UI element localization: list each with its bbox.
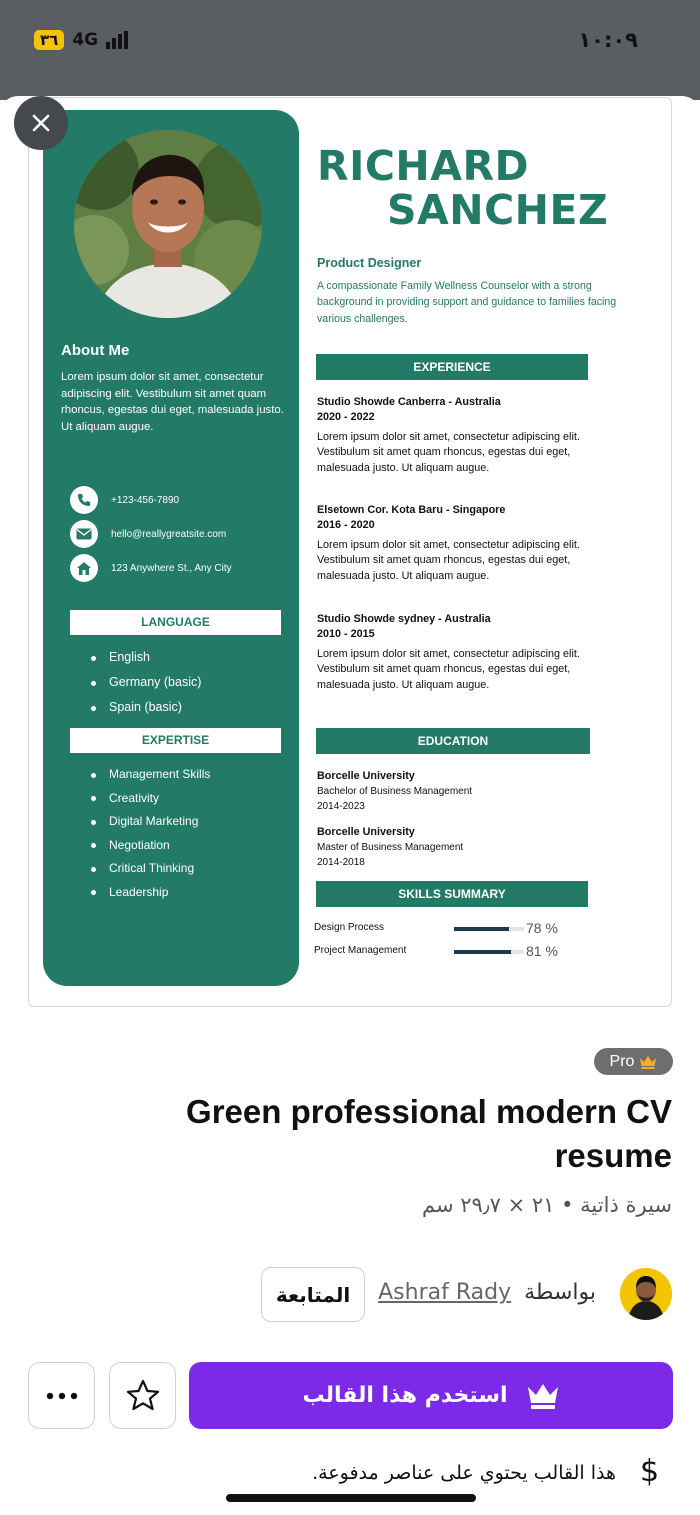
profile-photo [74,130,262,318]
contact-email [70,520,226,548]
job-dates: 2020 - 2022 [317,411,375,423]
use-template-label: استخدم هذا القالب [302,1383,508,1408]
skill-row [314,943,574,961]
status-left [34,30,128,50]
skill-fill [454,927,509,931]
home-indicator[interactable] [226,1494,476,1502]
resume-role: Product Designer [317,256,422,270]
contact-phone [70,486,179,514]
language-item: Spain (basic) [91,695,201,720]
skill-name: Design Process [314,922,385,933]
skill-track [454,927,524,931]
job-title: Studio Showde Canberra - Australia [317,396,501,408]
skill-fill [454,950,511,954]
expertise-item: Creativity [91,787,210,811]
skill-row [314,920,574,938]
resume-sidebar [43,110,299,986]
status-bar [0,0,700,100]
education-item [317,824,463,870]
expertise-list [91,763,210,904]
education-years: 2014-2023 [317,801,365,812]
job-dates: 2010 - 2015 [317,628,375,640]
job-dates: 2016 - 2020 [317,519,375,531]
follow-button[interactable]: المتابعة [261,1267,365,1322]
use-template-button[interactable] [189,1362,673,1429]
template-subtitle: سيرة ذاتية • ٢١ × ٢٩٫٧ سم [422,1193,672,1217]
signal-icon [106,31,128,49]
template-title: Green professional modern CV resume [186,1093,672,1174]
close-icon [31,113,51,133]
crown-icon [639,1055,657,1069]
author-name-link[interactable]: Ashraf Rady [378,1280,512,1305]
experience-item [317,503,617,584]
job-title: Elsetown Cor. Kota Baru - Singapore [317,504,506,516]
more-options-button[interactable] [28,1362,95,1429]
experience-item [317,395,617,476]
address-text: 123 Anywhere St., Any City [111,562,232,574]
resume-summary: A compassionate Family Wellness Counselor with a strong background in providing support and guidance to families facing various challenges. [317,280,617,325]
contact-address [70,554,232,582]
job-description: Lorem ipsum dolor sit amet, consectetur adipiscing elit. Vestibulum sit amet quam rhoncus, egestas dui eget, malesuada justo. Ut aliquam augue. [317,539,580,582]
dollar-icon: $ [640,1454,660,1489]
job-title: Studio Showde sydney - Australia [317,613,491,625]
skill-track [454,950,524,954]
about-heading: About Me [61,342,130,359]
skill-percent: 81 % [526,943,558,959]
degree: Bachelor of Business Management [317,786,473,797]
education-heading: EDUCATION [316,728,590,754]
expertise-item: Management Skills [91,763,210,787]
education-years: 2014-2018 [317,857,365,868]
author-prefix: بواسطة [524,1280,596,1305]
language-item: Germany (basic) [91,670,201,695]
job-description: Lorem ipsum dolor sit amet, consectetur adipiscing elit. Vestibulum sit amet quam rhoncus, egestas dui eget, malesuada justo. Ut aliquam augue. [317,648,580,691]
expertise-item: Negotiation [91,834,210,858]
school-name: Borcelle University [317,826,415,838]
expertise-item: Critical Thinking [91,857,210,881]
experience-heading: EXPERIENCE [316,354,588,380]
star-icon [126,1379,160,1412]
network-type: 4G [72,30,99,50]
more-icon [46,1392,78,1400]
author-avatar[interactable] [620,1268,672,1320]
paid-elements-notice: هذا القالب يحتوي على عناصر مدفوعة. [312,1462,616,1484]
school-name: Borcelle University [317,770,415,782]
experience-item [317,612,617,693]
crown-icon [526,1381,560,1411]
home-icon [70,554,98,582]
email-icon [70,520,98,548]
pro-badge [594,1048,673,1075]
language-heading: LANGUAGE [70,610,281,635]
skill-percent: 78 % [526,920,558,936]
resume-last-name: SANCHEZ [387,186,609,234]
battery-indicator: ٣٦ [34,30,64,50]
expertise-heading: EXPERTISE [70,728,281,753]
skill-name: Project Management [314,945,407,956]
favorite-button[interactable] [109,1362,176,1429]
about-text: Lorem ipsum dolor sit amet, consectetur adipiscing elit. Vestibulum sit amet quam rhoncus, egestas dui eget, malesuada justo. Ut aliquam augue. [61,371,284,433]
pro-label: Pro [609,1052,635,1070]
email-text: hello@reallygreatsite.com [111,528,227,540]
job-description: Lorem ipsum dolor sit amet, consectetur adipiscing elit. Vestibulum sit amet quam rhoncus, egestas dui eget, malesuada justo. Ut aliquam augue. [317,431,580,474]
close-button[interactable] [14,96,68,150]
resume-preview[interactable] [28,97,672,1007]
status-time: ١٠:٠٩ [578,28,638,52]
education-item [317,768,472,814]
author-line [378,1280,596,1305]
resume-first-name: RICHARD [317,142,530,190]
language-item: English [91,645,201,670]
expertise-item: Leadership [91,881,210,905]
expertise-item: Digital Marketing [91,810,210,834]
language-list [91,645,201,720]
phone-icon [70,486,98,514]
degree: Master of Business Management [317,842,464,853]
phone-text: +123-456-7890 [111,494,180,506]
skills-heading: SKILLS SUMMARY [316,881,588,907]
